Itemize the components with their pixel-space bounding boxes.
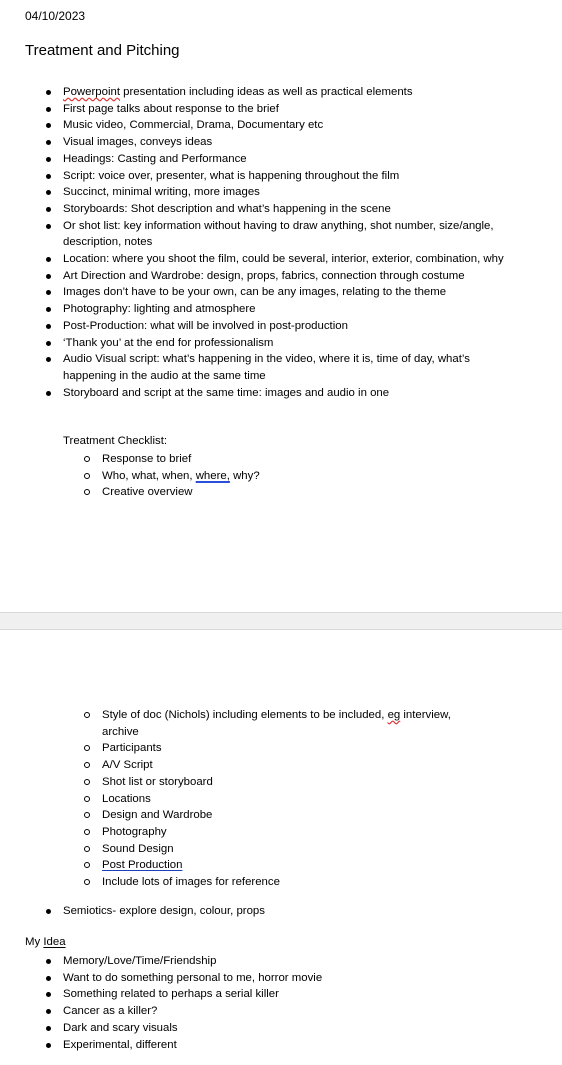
list-item: A/V Script	[83, 757, 463, 774]
list-item: Sound Design	[83, 841, 463, 858]
list-item: Images don’t have to be your own, can be any images, relating to the theme	[45, 284, 515, 301]
list-item: ‘Thank you’ at the end for professionalism	[45, 335, 515, 352]
list-item: Dark and scary visuals	[45, 1020, 515, 1037]
list-item: Memory/Love/Time/Friendship	[45, 953, 515, 970]
list-item: Art Direction and Wardrobe: design, props, fabrics, connection through costume	[45, 268, 515, 285]
list-item: Visual images, conveys ideas	[45, 134, 515, 151]
grammar-check-word[interactable]: where,	[195, 469, 230, 482]
list-item: Music video, Commercial, Drama, Documentary etc	[45, 117, 515, 134]
list-item: Succinct, minimal writing, more images	[45, 184, 515, 201]
list-item: Participants	[83, 740, 463, 757]
list-item: Storyboard and script at the same time: images and audio in one	[45, 385, 515, 402]
list-item: Want to do something personal to me, horror movie	[45, 970, 515, 987]
page-break	[0, 612, 562, 630]
list-item: Experimental, different	[45, 1037, 515, 1054]
list-item: Shot list or storyboard	[83, 774, 463, 791]
document-page-2	[0, 630, 562, 1065]
spellcheck-word[interactable]: Powerpoint	[63, 86, 120, 98]
list-item: Include lots of images for reference	[83, 874, 463, 891]
list-item: Locations	[83, 791, 463, 808]
list-item: Semiotics- explore design, colour, props	[45, 903, 515, 920]
spellcheck-word[interactable]: eg	[387, 709, 401, 721]
checklist-list-continued	[83, 707, 463, 891]
list-item: Photography: lighting and atmosphere	[45, 301, 515, 318]
list-item: Photography	[83, 824, 463, 841]
list-item: Creative overview	[83, 484, 483, 501]
list-item: Something related to perhaps a serial killer	[45, 986, 515, 1003]
idea-bullet-list	[45, 953, 515, 1053]
list-item: Audio Visual script: what’s happening in the video, where it is, time of day, what’s happening in the audio at the same time	[45, 351, 515, 384]
list-item: Script: voice over, presenter, what is happening throughout the film	[45, 168, 515, 185]
list-item: Who, what, when, where, why?	[83, 468, 483, 485]
list-item: First page talks about response to the brief	[45, 101, 515, 118]
page-title: Treatment and Pitching	[25, 42, 180, 59]
list-item: Headings: Casting and Performance	[45, 151, 515, 168]
bullet-list	[45, 84, 515, 401]
list-item: Powerpoint presentation including ideas as well as practical elements	[45, 84, 515, 101]
list-item: Response to brief	[83, 451, 483, 468]
checklist-list	[83, 451, 483, 501]
list-item	[83, 857, 463, 874]
list-item: Storyboards: Shot description and what’s happening in the scene	[45, 201, 515, 218]
list-item: Cancer as a killer?	[45, 1003, 515, 1020]
list-item: Or shot list: key information without having to draw anything, shot number, size/angle, description, notes	[45, 218, 515, 251]
underlined-text[interactable]: Post Production	[102, 859, 183, 872]
underlined-text: Idea	[43, 936, 66, 948]
checklist-heading: Treatment Checklist:	[63, 435, 168, 447]
list-item: Design and Wardrobe	[83, 807, 463, 824]
my-idea-heading: My Idea	[25, 936, 66, 948]
date-line: 04/10/2023	[25, 9, 86, 23]
bullet-list	[45, 903, 515, 920]
list-item: Post-Production: what will be involved in post-production	[45, 318, 515, 335]
list-item: Location: where you shoot the film, could be several, interior, exterior, combination, why	[45, 251, 515, 268]
list-item: Style of doc (Nichols) including elements to be included, eg interview, archive	[83, 707, 463, 740]
